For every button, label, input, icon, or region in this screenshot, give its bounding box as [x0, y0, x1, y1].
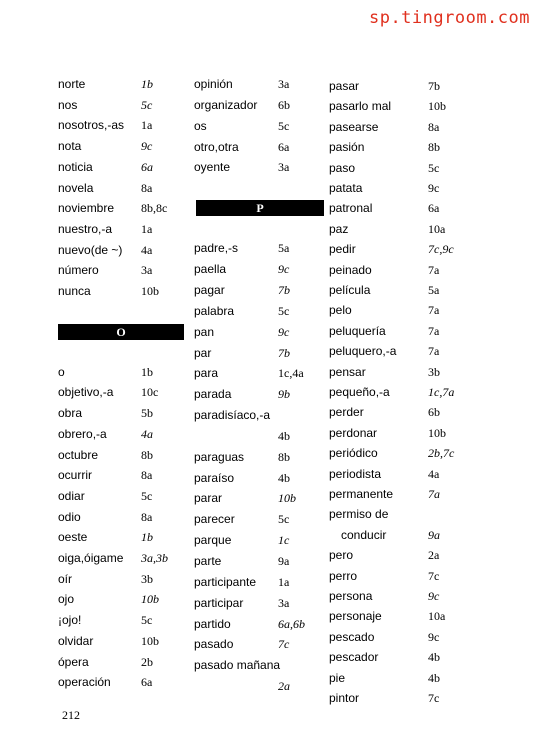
lesson-reference: 7c	[428, 691, 440, 705]
index-entry	[194, 676, 324, 696]
index-entry	[194, 593, 324, 613]
index-term: o	[58, 364, 65, 379]
page-number: 212	[62, 708, 80, 722]
lesson-reference: 9c	[428, 181, 440, 195]
index-entry	[58, 548, 186, 568]
index-entry	[58, 95, 186, 115]
index-entry	[58, 507, 186, 527]
index-entry	[194, 426, 324, 446]
index-entry	[194, 655, 324, 675]
lesson-reference: 7a	[428, 262, 440, 277]
index-entry	[194, 551, 324, 571]
index-entry	[58, 198, 186, 218]
index-term: parada	[194, 387, 232, 402]
lesson-reference: 5c	[278, 512, 290, 527]
index-term: ópera	[58, 654, 89, 669]
index-entry	[58, 610, 186, 630]
index-term: patronal	[329, 201, 373, 216]
lesson-reference: 8a	[141, 468, 153, 483]
index-entry	[329, 586, 479, 606]
index-entry	[194, 259, 324, 279]
index-term: par	[194, 345, 212, 360]
index-term: peluquero,-a	[329, 344, 397, 359]
index-entry	[58, 403, 186, 423]
index-entry	[329, 688, 479, 708]
lesson-reference: 2a	[428, 548, 440, 563]
index-term: oeste	[58, 530, 88, 545]
lesson-reference: 4b	[278, 470, 290, 485]
index-entry	[58, 527, 186, 547]
index-term: noticia	[58, 159, 93, 174]
index-term: pagar	[194, 282, 225, 297]
index-entry	[194, 74, 324, 94]
index-entry	[329, 668, 479, 688]
index-term: oyente	[194, 160, 231, 175]
lesson-reference: 10b	[141, 592, 159, 607]
index-entry	[329, 545, 479, 565]
index-entry	[194, 280, 324, 300]
lesson-reference: 6a	[278, 139, 290, 154]
index-term: ocurrir	[58, 468, 93, 483]
index-term: número	[58, 263, 99, 278]
lesson-reference: 7c	[428, 568, 440, 583]
index-entry	[194, 95, 324, 115]
lesson-reference: 6b	[428, 405, 440, 420]
index-entry	[329, 117, 479, 137]
index-entry	[329, 464, 479, 484]
index-term: permiso de	[329, 507, 389, 522]
lesson-reference: 6a,6b	[278, 616, 305, 631]
index-entry	[329, 423, 479, 443]
lesson-reference: 4b	[428, 650, 440, 665]
index-term: noviembre	[58, 201, 115, 216]
index-entry	[329, 382, 479, 402]
lesson-reference: 10b	[278, 491, 296, 506]
index-term: peinado	[329, 262, 372, 277]
lesson-reference: 7a	[428, 487, 440, 501]
index-term: pintor	[329, 691, 360, 705]
lesson-reference: 7b	[428, 79, 440, 93]
index-entry	[58, 424, 186, 444]
lesson-reference: 3a,3b	[141, 551, 168, 565]
index-term: peluquería	[329, 323, 386, 338]
index-entry	[329, 300, 479, 320]
index-term: pasión	[329, 140, 365, 155]
index-term: os	[194, 118, 207, 133]
index-entry	[194, 405, 324, 425]
lesson-reference: 8b	[428, 140, 440, 155]
lesson-reference: 2b,7c	[428, 446, 455, 461]
index-term: parecer	[194, 512, 235, 527]
lesson-reference: 1c,7a	[428, 385, 455, 399]
index-term: norte	[58, 77, 86, 91]
index-term: nota	[58, 139, 82, 154]
index-entry	[194, 447, 324, 467]
index-entry	[194, 634, 324, 654]
index-entry	[58, 362, 186, 382]
lesson-reference: 3a	[278, 77, 290, 91]
index-term: nosotros,-as	[58, 118, 125, 133]
index-entry	[329, 341, 479, 361]
index-term: oiga,óigame	[58, 551, 124, 565]
index-entry	[58, 631, 186, 651]
lesson-reference: 5c	[141, 613, 153, 628]
index-term: ¡ojo!	[58, 613, 82, 628]
index-entry	[194, 488, 324, 508]
index-term: pasar	[329, 79, 360, 93]
lesson-reference: 5a	[428, 283, 440, 297]
lesson-reference: 9c	[428, 589, 440, 603]
index-term: nuestro,-a	[58, 221, 113, 236]
index-entry	[329, 402, 479, 422]
index-term: paso	[329, 160, 356, 175]
lesson-reference: 5c	[428, 160, 440, 175]
lesson-reference: 8a	[141, 509, 153, 524]
index-term: padre,-s	[194, 241, 239, 256]
index-entry	[329, 443, 479, 463]
index-term: conducir	[341, 527, 387, 542]
index-term: paradisíaco,-a	[194, 408, 271, 423]
index-term: personaje	[329, 609, 382, 624]
lesson-reference: 1a	[141, 221, 153, 236]
lesson-reference: 10a	[428, 221, 446, 236]
lesson-reference: 2a	[278, 679, 290, 694]
lesson-reference: 10b	[141, 284, 159, 298]
index-term: periodista	[329, 466, 382, 481]
lesson-reference: 8a	[428, 119, 440, 134]
index-term: participar	[194, 595, 244, 610]
index-entry	[58, 589, 186, 609]
index-term: pequeño,-a	[329, 385, 390, 399]
index-term: pie	[329, 670, 346, 685]
index-entry	[58, 115, 186, 135]
lesson-reference: 4a	[141, 426, 153, 441]
lesson-reference: 7c	[278, 637, 290, 652]
index-entry	[58, 486, 186, 506]
lesson-reference: 5a	[278, 241, 290, 256]
index-entry	[329, 484, 479, 504]
lesson-reference: 7a	[428, 323, 440, 338]
index-term: oír	[58, 571, 73, 586]
index-term: obra	[58, 406, 83, 421]
lesson-reference: 2b	[141, 654, 153, 669]
index-term: novela	[58, 180, 94, 195]
lesson-reference: 3a	[278, 595, 290, 610]
index-term: obrero,-a	[58, 426, 107, 441]
index-entry	[329, 239, 479, 259]
index-entry	[329, 137, 479, 157]
index-term: perro	[329, 568, 358, 583]
lesson-reference: 1a	[278, 574, 290, 589]
index-entry	[58, 260, 186, 280]
index-term: objetivo,-a	[58, 385, 114, 400]
index-entry	[329, 76, 479, 96]
index-term: parte	[194, 554, 222, 568]
lesson-reference: 4a	[428, 466, 440, 481]
index-term: pero	[329, 548, 354, 563]
index-term: parque	[194, 533, 232, 548]
index-term: pasado mañana	[194, 658, 281, 673]
lesson-reference: 9a	[278, 554, 290, 568]
index-entry	[329, 504, 479, 524]
watermark: sp.tingroom.com	[368, 8, 530, 28]
lesson-reference: 10b	[428, 99, 446, 114]
index-entry	[194, 614, 324, 634]
index-entry	[329, 627, 479, 647]
index-term: patata	[329, 181, 363, 195]
lesson-reference: 1c	[278, 533, 290, 548]
index-entry	[194, 116, 324, 136]
lesson-reference: 1b	[141, 364, 153, 379]
index-term: nunca	[58, 284, 91, 298]
index-entry	[194, 509, 324, 529]
index-term: otro,otra	[194, 139, 239, 154]
index-term: pasado	[194, 637, 234, 652]
index-entry	[329, 566, 479, 586]
index-entry	[329, 647, 479, 667]
index-entry	[194, 468, 324, 488]
lesson-reference: 7c,9c	[428, 242, 454, 257]
lesson-reference: 10a	[428, 609, 446, 624]
index-term: paraíso	[194, 470, 235, 485]
lesson-reference: 7b	[278, 282, 290, 297]
index-term: perdonar	[329, 425, 378, 440]
lesson-reference: 1a	[141, 118, 153, 133]
index-term: persona	[329, 589, 373, 603]
lesson-reference: 7a	[428, 303, 440, 318]
index-entry	[194, 363, 324, 383]
index-entry	[58, 382, 186, 402]
index-term: periódico	[329, 446, 378, 461]
index-entry	[194, 343, 324, 363]
section-header-p: P	[196, 200, 324, 216]
index-term: organizador	[194, 97, 258, 112]
index-entry	[58, 281, 186, 301]
index-term: palabra	[194, 303, 235, 318]
index-term: permanente	[329, 487, 394, 501]
index-term: parar	[194, 491, 223, 506]
index-term: opinión	[194, 77, 233, 91]
index-term: participante	[194, 574, 257, 589]
lesson-reference: 3b	[428, 364, 440, 379]
index-entry	[58, 672, 186, 692]
lesson-reference: 9c	[278, 324, 290, 339]
lesson-reference: 5c	[141, 488, 153, 503]
index-entry	[58, 652, 186, 672]
index-entry	[329, 178, 479, 198]
index-entry	[194, 384, 324, 404]
index-term: operación	[58, 675, 111, 690]
index-term: partido	[194, 616, 231, 631]
lesson-reference: 4b	[278, 428, 290, 443]
lesson-reference: 4b	[428, 670, 440, 685]
index-entry	[194, 530, 324, 550]
index-entry	[194, 301, 324, 321]
index-entry	[58, 136, 186, 156]
index-term: octubre	[58, 447, 99, 462]
lesson-reference: 5c	[141, 97, 153, 112]
index-entry	[58, 157, 186, 177]
lesson-reference: 8b,8c	[141, 201, 168, 216]
section-header-o: O	[58, 324, 184, 340]
index-term: pasearse	[329, 119, 379, 134]
lesson-reference: 7b	[278, 345, 290, 360]
lesson-reference: 6a	[141, 159, 153, 174]
index-entry	[58, 74, 186, 94]
lesson-reference: 3b	[141, 571, 153, 586]
lesson-reference: 10b	[428, 425, 446, 440]
index-term: nuevo(de ~)	[58, 242, 123, 257]
index-term: para	[194, 366, 219, 381]
lesson-reference: 3a	[278, 160, 290, 175]
lesson-reference: 6b	[278, 97, 290, 112]
lesson-reference: 7a	[428, 344, 440, 359]
index-entry	[329, 198, 479, 218]
index-entry	[58, 178, 186, 198]
index-term: pelo	[329, 303, 352, 318]
lesson-reference: 1b	[141, 530, 153, 545]
index-term: perder	[329, 405, 364, 420]
index-entry	[58, 569, 186, 589]
index-term: paella	[194, 262, 227, 277]
index-entry	[194, 322, 324, 342]
index-term: ojo	[58, 592, 75, 607]
index-term: olvidar	[58, 633, 94, 648]
index-term: odio	[58, 509, 81, 524]
index-entry	[194, 157, 324, 177]
index-entry	[58, 240, 186, 260]
lesson-reference: 5b	[141, 406, 153, 421]
lesson-reference: 9c	[278, 262, 290, 277]
lesson-reference: 9a	[428, 527, 440, 542]
index-term: pensar	[329, 364, 366, 379]
index-entry	[329, 96, 479, 116]
index-entry	[58, 219, 186, 239]
index-term: paz	[329, 221, 349, 236]
index-term: pedir	[329, 242, 356, 257]
lesson-reference: 10c	[141, 385, 159, 400]
index-entry	[329, 321, 479, 341]
lesson-reference: 8b	[278, 449, 290, 464]
index-entry	[329, 525, 479, 545]
index-term: paraguas	[194, 449, 245, 464]
index-entry	[329, 280, 479, 300]
lesson-reference: 5c	[278, 118, 290, 133]
lesson-reference: 1b	[141, 77, 153, 91]
index-term: odiar	[58, 488, 85, 503]
lesson-reference: 8a	[141, 180, 153, 195]
index-term: nos	[58, 97, 78, 112]
index-entry	[194, 238, 324, 258]
index-term: pescador	[329, 650, 379, 665]
lesson-reference: 6a	[428, 201, 440, 216]
index-entry	[329, 362, 479, 382]
lesson-reference: 9c	[141, 139, 153, 154]
lesson-reference: 4a	[141, 242, 153, 257]
index-entry	[194, 572, 324, 592]
index-entry	[58, 465, 186, 485]
index-term: pescado	[329, 629, 375, 644]
index-entry	[58, 445, 186, 465]
index-entry	[329, 260, 479, 280]
lesson-reference: 1c,4a	[278, 366, 304, 381]
index-term: pasarlo mal	[329, 99, 392, 114]
lesson-reference: 9c	[428, 629, 440, 644]
lesson-reference: 5c	[278, 303, 290, 318]
index-term: película	[329, 283, 371, 297]
index-entry	[329, 606, 479, 626]
index-entry	[194, 137, 324, 157]
index-entry	[329, 158, 479, 178]
lesson-reference: 6a	[141, 675, 153, 690]
lesson-reference: 9b	[278, 387, 290, 402]
index-term: pan	[194, 324, 215, 339]
lesson-reference: 8b	[141, 447, 153, 462]
index-entry	[329, 219, 479, 239]
lesson-reference: 10b	[141, 633, 159, 648]
lesson-reference: 3a	[141, 263, 153, 278]
